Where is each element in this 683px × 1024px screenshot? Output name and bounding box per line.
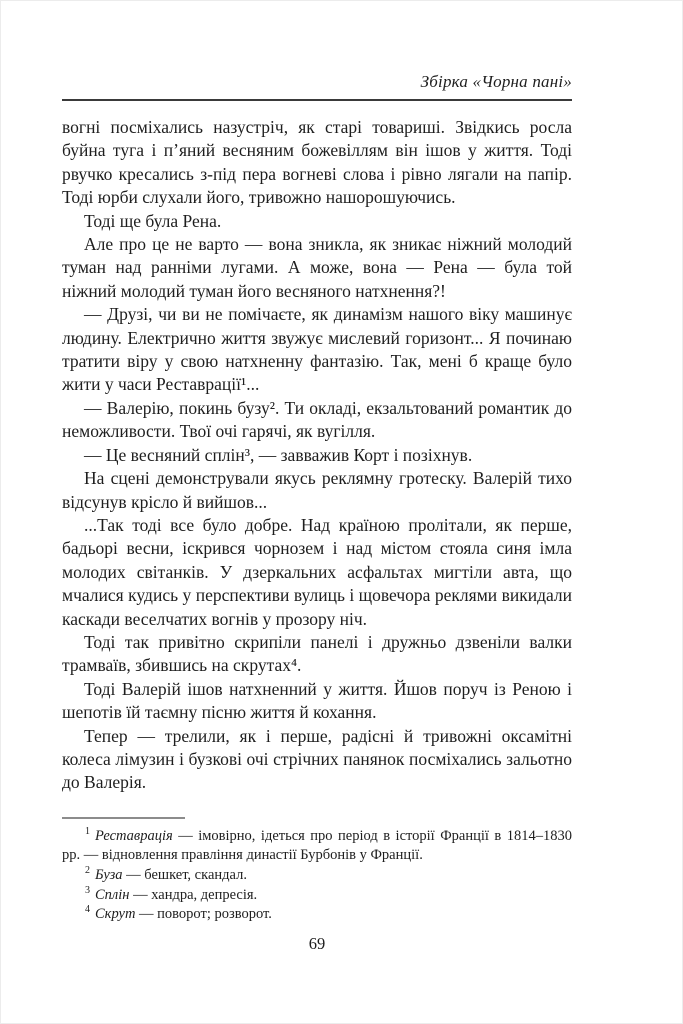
paragraph: вогні посміхались назустріч, як старі товариші. Звідкись росла буйна туга і п’яний весняним божевіллям він ішов у життя. Тоді рвучко кресались з-під пера вогневі слова і рівно лягали на папір. Тоді юрби слухали його, тривожно нашорошуючись.: [62, 117, 572, 208]
footnotes-section: [62, 817, 572, 925]
footnote-term: Скрут: [95, 906, 136, 923]
footnote-number: 3: [85, 884, 90, 896]
paragraph: — Валерію, покинь бузу². Ти окладі, екзальтований романтик до неможливости. Твої очі гарячі, як вугілля.: [62, 397, 572, 442]
footnote-number: 4: [85, 904, 90, 916]
footnote-text: — бешкет, скандал.: [122, 866, 247, 883]
footnote-term: Сплін: [95, 886, 130, 903]
paragraph: Але про це не варто — вона зникла, як зникає ніжний молодий туман над ранніми лугами. А може, вона — Рена — була той ніжний молодий туман його весняного натхнення?!: [62, 234, 572, 301]
page-body: [62, 116, 572, 795]
footnote-text: — імовірно, ідеться про період в історії Франції в 1814–1830 рр. — відновлення правління династії Бурбонів у Франції.: [62, 827, 572, 864]
header-rule: [62, 99, 572, 101]
footnote-number: 2: [85, 865, 90, 877]
page-header: [62, 72, 572, 101]
paragraph: Тепер — трелили, як і перше, радісні й тривожні оксамітні колеса лімузин і бузкові очі стрічних панянок посміхались зальотно до Валерія.: [62, 725, 572, 793]
footnote: [62, 866, 572, 886]
paragraph: Тоді ще була Рена.: [84, 210, 222, 231]
footnote-text: — хандра, депресія.: [129, 886, 258, 903]
footnote: [62, 905, 572, 925]
footnote-term: Буза: [95, 866, 123, 883]
footnote: [62, 827, 572, 866]
footnote-text: — поворот; розворот.: [135, 906, 272, 923]
paragraph: На сцені демонстрували якусь реклямну гротеску. Валерій тихо відсунув крісло й вийшов...: [62, 468, 572, 512]
footnote: [62, 886, 572, 906]
paragraph: — Це весняний сплін³, — завважив Корт і позіхнув.: [84, 444, 473, 465]
page-number: 69: [308, 934, 326, 953]
page-content: [62, 72, 572, 925]
paragraph: — Друзі, чи ви не помічаєте, як динамізм нашого віку машинує людину. Електрично життя звужує мислевий горизонт... Я починаю тратити віру у свою натхненну фантазію. Так, мені б краще було жити у часи Реставрації¹...: [62, 304, 572, 395]
paragraph: ...Так тоді все було добре. Над країною пролітали, як перше, бадьорі весни, іскрився чорнозем і над містом стояла синя імла молодих світанків. У дзеркальних асфальтах мигтіли авта, що мчалися кудись у перспективи вулиць і щовечора реклями викидали каскади веселчатих вогнів у прозору ніч.: [62, 514, 572, 629]
footnote-separator-rule: [62, 817, 185, 819]
running-header-title: Збірка «Чорна пані»: [420, 72, 572, 91]
footnote-number: 1: [85, 825, 90, 837]
paragraph: Тоді Валерій ішов натхненний у життя. Йшов поруч із Реною і шепотів їй таємну пісню життя й кохання.: [62, 678, 572, 723]
footnote-term: Реставрація: [95, 827, 173, 844]
paragraph: Тоді так привітно скрипіли панелі і дружньо дзвеніли валки трамваїв, збившись на скрутах⁴.: [62, 631, 572, 676]
